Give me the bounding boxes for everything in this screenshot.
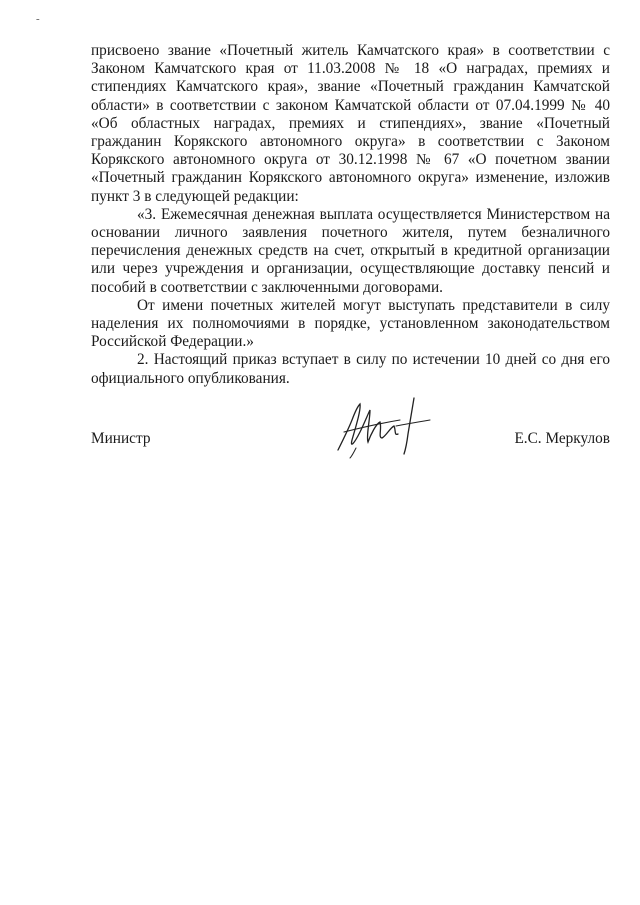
paragraph-representatives: От имени почетных жителей могут выступать представители в силу наделения их полномочиями в порядке, установленном законодательством Российской Федерации.» <box>91 296 610 351</box>
signer-name: Е.С. Меркулов <box>514 430 610 447</box>
corner-mark: - <box>36 13 40 25</box>
paragraph-clause-3: «3. Ежемесячная денежная выплата осуществляется Министерством на основании личного заявления почетного жителя, путем безналичного перечисления денежных средств на счет, открытый в кредитной организации или через учреждения и организации, осуществляющие доставку пенсий и пособий в соответствии с заключенными договорами. <box>91 205 610 296</box>
paragraph-amendment-intro: присвоено звание «Почетный житель Камчатского края» в соответствии с Законом Камчатского края от 11.03.2008 № 18 «О наградах, премиях и стипендиях Камчатского края», звание «Почетный гражданин Камчатской области» в соответствии с законом Камчатской области от 07.04.1999 № 40 «Об областных наградах, премиях и стипендиях», звание «Почетный гражданин Корякского автономного округа» в соответствии с Законом Корякского автономного округа от 30.12.1998 № 67 «О почетном звании «Почетный гражданин Корякского автономного округа» изменение, изложив пункт 3 в следующей редакции: <box>91 42 610 205</box>
signer-title: Министр <box>91 430 151 447</box>
signature-row <box>91 430 610 452</box>
document-body <box>91 42 610 388</box>
paragraph-effective-date: 2. Настоящий приказ вступает в силу по истечении 10 дней со дня его официального опубликования. <box>91 351 610 387</box>
